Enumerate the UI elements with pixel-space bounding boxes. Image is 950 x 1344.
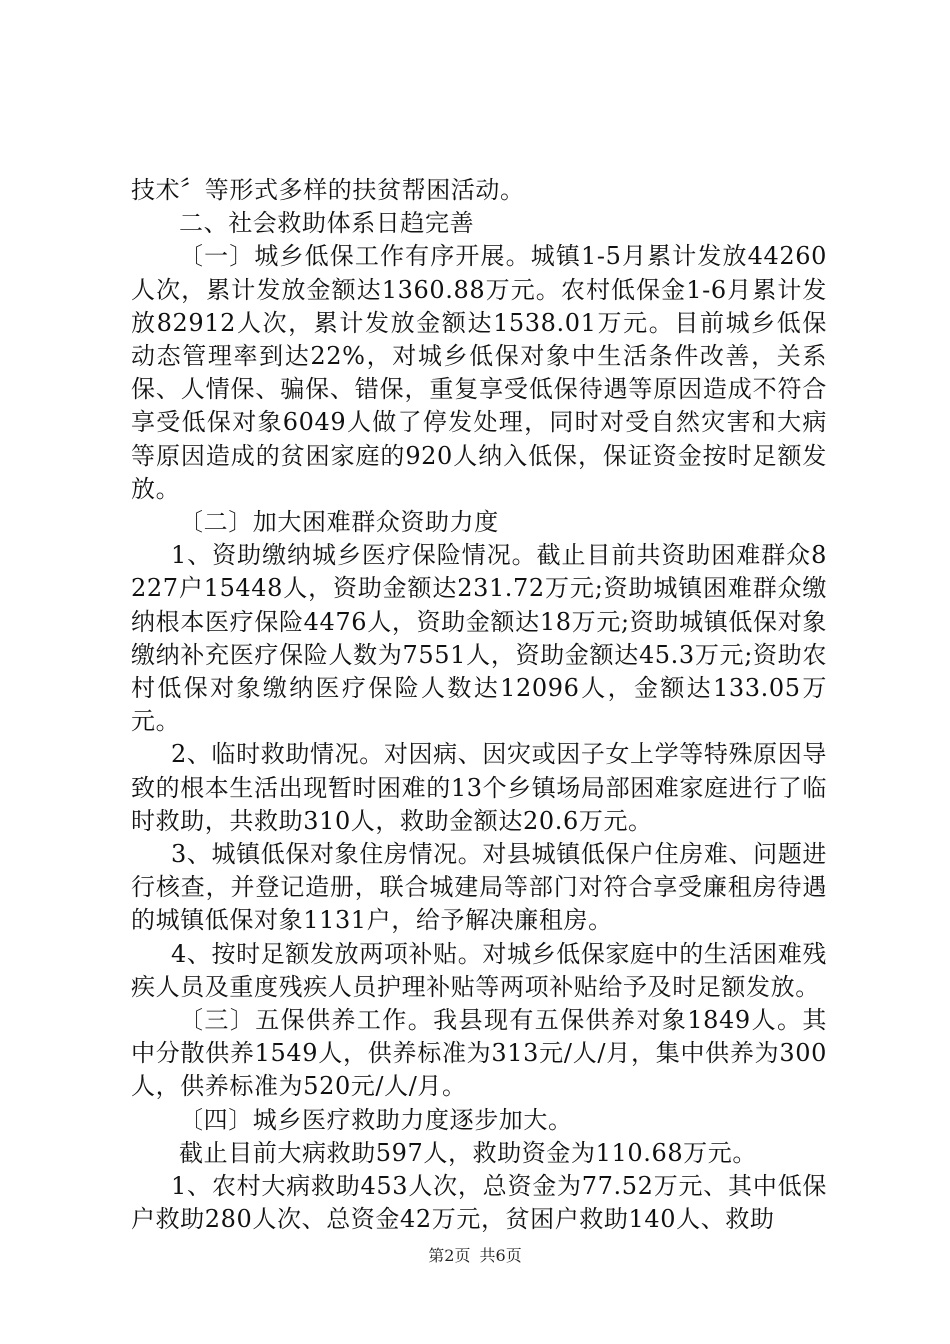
paragraph-medical-insurance-aid: 1、资助缴纳城乡医疗保险情况。截止目前共资助困难群众8227户15448人，资助金额达231.72万元;资助城镇困难群众缴纳根本医疗保险4476人，资助金额达18万元;资助城镇低保对象缴纳补充医疗保险人数为7551人，资助金额达45.3万元;资助农村低保对象缴纳医疗保险人数达12096人，金额达133.05万元。 [131,541,827,736]
section-heading-social-assistance: 二、社会救助体系日趋完善 [179,209,475,238]
page-footer [0,1246,950,1266]
document-body [131,174,827,1237]
page-number: 第2页 [428,1246,471,1265]
paragraph-housing: 3、城镇低保对象住房情况。对县城镇低保户住房难、问题进行核查，并登记造册，联合城建局等部门对符合享受廉租房待遇的城镇低保对象1131户，给予解决廉租房。 [131,840,827,935]
paragraph-rural-serious-illness: 1、农村大病救助453人次，总资金为77.52万元、其中低保户救助280人次、总资金42万元，贫困户救助140人、救助 [131,1172,827,1234]
paragraph-five-guarantees: 〔三〕五保供养工作。我县现有五保供养对象1849人。其中分散供养1549人，供养标准为313元/人/月，集中供养为300人，供养标准为520元/人/月。 [131,1006,827,1101]
paragraph-subsistence-allowance: 〔一〕城乡低保工作有序开展。城镇1-5月累计发放44260人次，累计发放金额达1360.88万元。农村低保金1-6月累计发放82912人次，累计发放金额达1538.01万元。目前城乡低保动态管理率到达22%，对城乡低保对象中生活条件改善，关系保、人情保、骗保、错保，重复享受低保待遇等原因造成不符合享受低保对象6049人做了停发处理，同时对受自然灾害和大病等原因造成的贫困家庭的920人纳入低保，保证资金按时足额发放。 [131,242,827,503]
paragraph-subsidies: 4、按时足额发放两项补贴。对城乡低保家庭中的生活困难残疾人员及重度残疾人员护理补贴等两项补贴给予及时足额发放。 [131,939,827,1001]
paragraph-temporary-aid: 2、临时救助情况。对因病、因灾或因子女上学等特殊原因导致的根本生活出现暂时困难的13个乡镇场局部困难家庭进行了临时救助，共救助310人，救助金额达20.6万元。 [131,740,827,835]
subheading-assistance-intensity: 〔二〕加大困难群众资助力度 [179,508,499,537]
paragraph-serious-illness-total: 截止目前大病救助597人，救助资金为110.68万元。 [179,1138,757,1167]
subheading-medical-aid: 〔四〕城乡医疗救助力度逐步加大。 [179,1105,573,1134]
page-total: 共6页 [479,1246,522,1265]
paragraph-continuation: 技术〞等形式多样的扶贫帮困活动。 [131,176,525,204]
